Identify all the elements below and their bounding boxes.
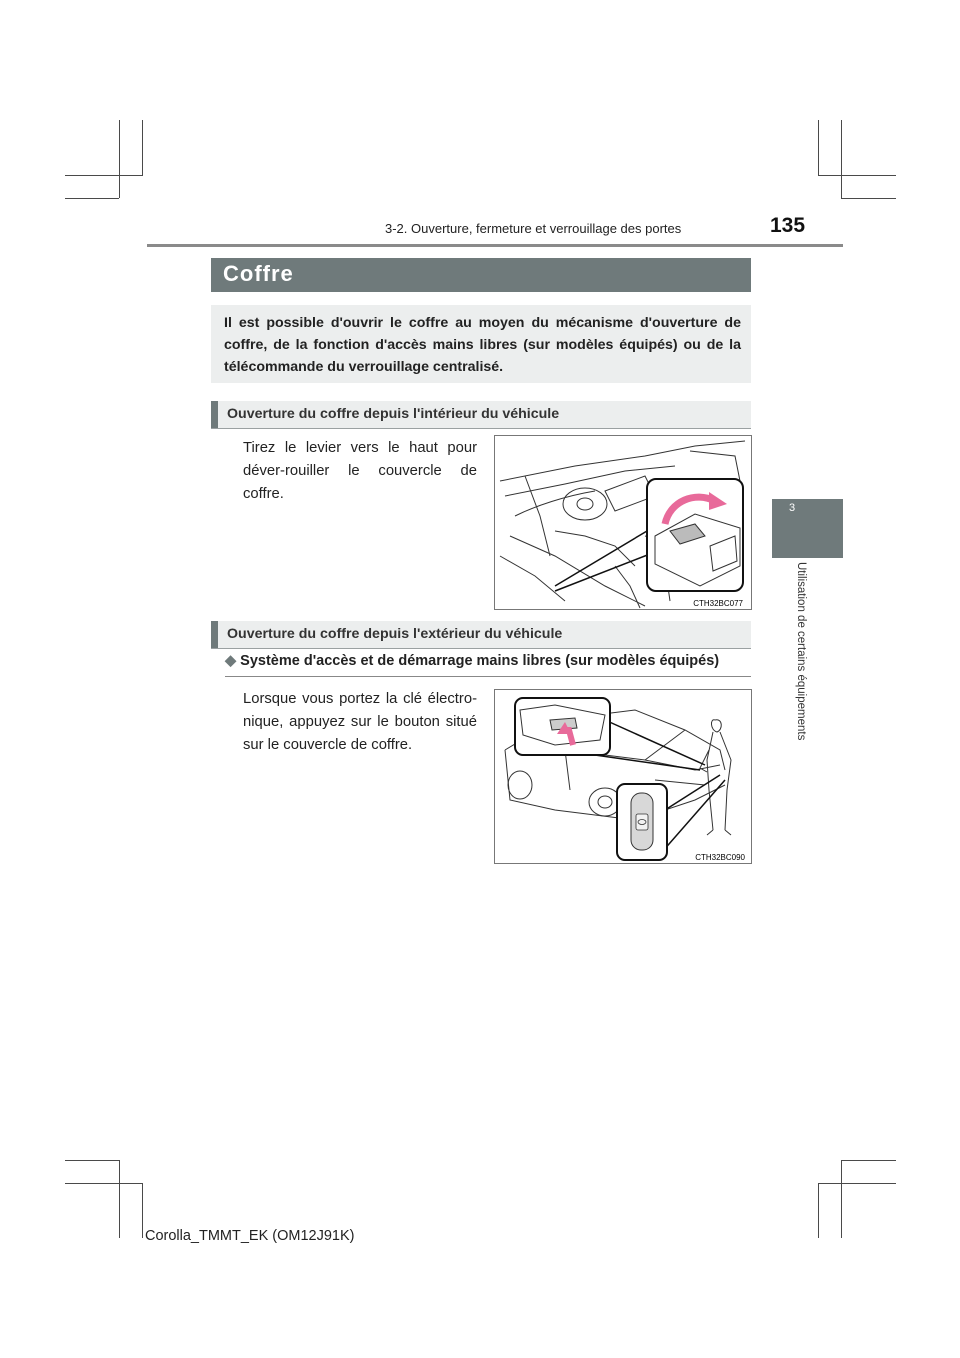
- crop-mark: [841, 198, 896, 199]
- subsection-rule: [225, 676, 751, 677]
- crop-mark: [142, 1183, 143, 1238]
- diamond-bullet-icon: ◆: [225, 653, 237, 669]
- chapter-number: 3: [788, 502, 796, 514]
- subsection-heading-text: Système d'accès et de démarrage mains libres (sur modèles équipés): [240, 653, 720, 669]
- section1-body: Tirez le levier vers le haut pour déver-rouiller le couvercle de coffre.: [243, 440, 477, 502]
- section-heading-exterior: [211, 621, 751, 649]
- header-section-title: 3-2. Ouverture, fermeture et verrouillage des portes: [385, 221, 682, 236]
- crop-mark: [818, 1183, 896, 1184]
- intro-box: [211, 305, 751, 383]
- interior-illustration: [495, 436, 751, 609]
- crop-mark: [65, 1160, 119, 1161]
- page-number: 135: [770, 214, 806, 237]
- section-marker: [211, 401, 218, 428]
- crop-mark: [818, 175, 896, 176]
- section-marker: [211, 621, 218, 648]
- crop-mark: [841, 120, 842, 198]
- footer-doc-id: Corolla_TMMT_EK (OM12J91K): [145, 1228, 355, 1244]
- subsection-heading: [225, 653, 719, 669]
- chapter-title: Utilisation de certains équipements: [795, 562, 807, 741]
- page-title: Coffre: [223, 261, 294, 286]
- section2-body: Lorsque vous portez la clé électro-nique, appuyez sur le bouton situé sur le couvercle de coffre.: [243, 691, 477, 753]
- crop-mark: [818, 1183, 819, 1238]
- crop-mark: [119, 1160, 120, 1238]
- crop-mark: [841, 1160, 842, 1238]
- section-heading-interior: [211, 401, 751, 429]
- crop-mark: [65, 198, 119, 199]
- figure-interior-lever: [494, 435, 752, 610]
- exterior-illustration: [495, 690, 751, 863]
- crop-mark: [65, 175, 143, 176]
- intro-text: Il est possible d'ouvrir le coffre au moyen du mécanisme d'ouverture de coffre, de la fonction d'accès mains libres (sur modèles équipés) ou de la télécommande du verrouillage centralisé.: [224, 315, 741, 375]
- figure-code: CTH32BC090: [695, 853, 745, 862]
- crop-mark: [142, 120, 143, 175]
- figure-exterior-button: [494, 689, 752, 864]
- section-heading-text: Ouverture du coffre depuis l'intérieur du véhicule: [227, 406, 560, 422]
- crop-mark: [119, 120, 120, 198]
- crop-mark: [65, 1183, 143, 1184]
- figure-code: CTH32BC077: [693, 599, 743, 608]
- crop-mark: [818, 120, 819, 175]
- crop-mark: [841, 1160, 896, 1161]
- title-bar: [211, 258, 751, 292]
- section-heading-text: Ouverture du coffre depuis l'extérieur du véhicule: [227, 626, 563, 642]
- header-rule: [147, 244, 843, 247]
